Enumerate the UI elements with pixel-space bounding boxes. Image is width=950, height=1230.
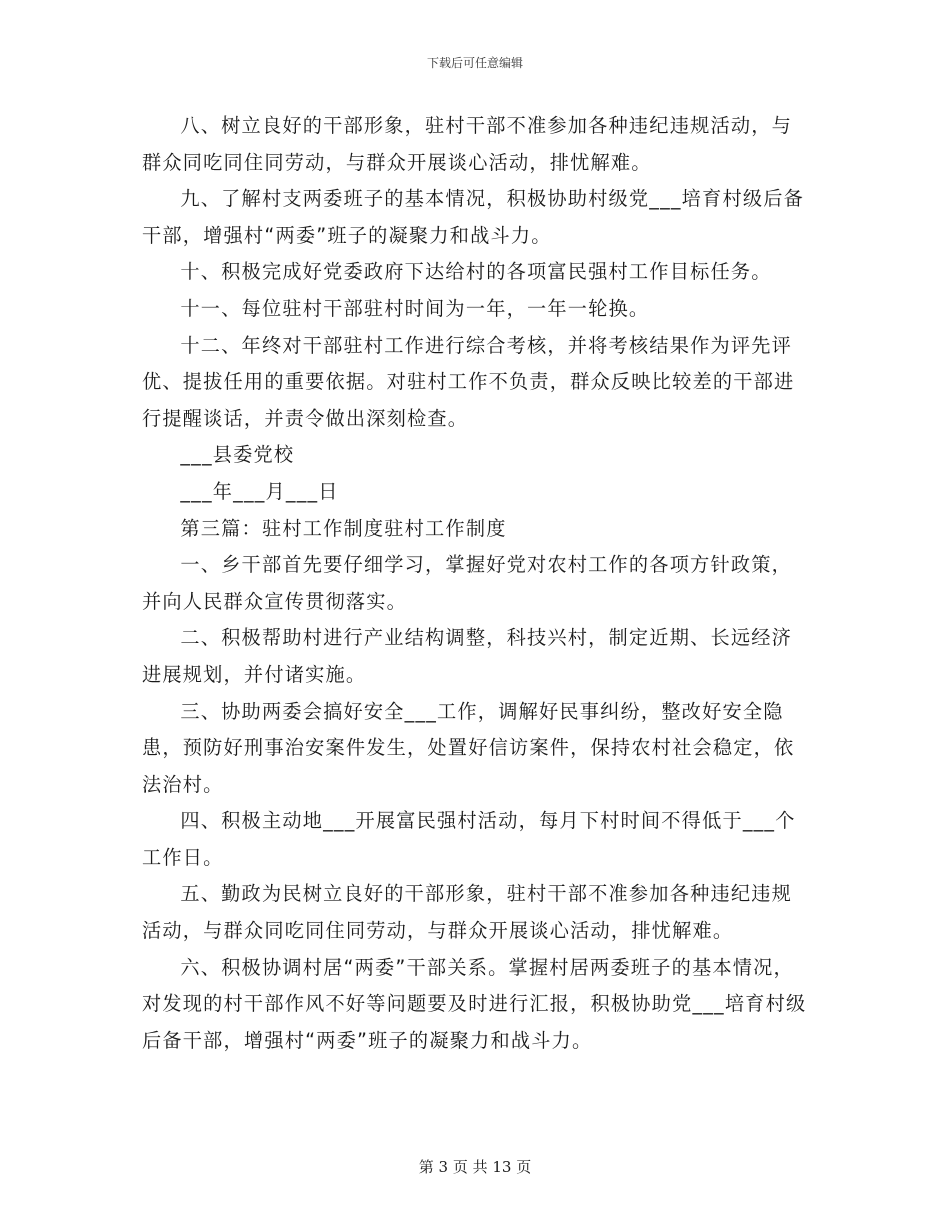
signature-org: ___县委党校 — [180, 443, 295, 467]
document-body — [142, 108, 807, 1059]
paragraph-8: 八、树立良好的干部形象，驻村干部不准参加各种违纪违规活动，与群众同吃同住同劳动，与群众开展谈心活动，排忧解难。 — [142, 114, 793, 174]
header-note: 下载后可任意编辑 — [426, 56, 523, 70]
rule-6: 六、积极协调村居“两委”干部关系。掌握村居两委班子的基本情况，对发现的村干部作风不好等问题要及时进行汇报，积极协助党___培育村级后备干部，增强村“两委”班子的凝聚力和战斗力。 — [142, 955, 807, 1052]
paragraph-9: 九、了解村支两委班子的基本情况，积极协助村级党___培育村级后备干部，增强村“两委”班子的凝聚力和战斗力。 — [142, 187, 805, 247]
signature-date: ___年___月___日 — [180, 479, 339, 503]
rule-5: 五、勤政为民树立良好的干部形象，驻村干部不准参加各种违纪违规活动，与群众同吃同住同劳动，与群众开展谈心活动，排忧解难。 — [142, 882, 793, 943]
rule-4: 四、积极主动地___开展富民强村活动，每月下村时间不得低于___个工作日。 — [142, 809, 796, 869]
paragraph-12: 十二、年终对干部驻村工作进行综合考核，并将考核结果作为评先评优、提拔任用的重要依据。对驻村工作不负责，群众反映比较差的干部进行提醒谈话，并责令做出深刻检查。 — [142, 333, 795, 430]
rule-1: 一、乡干部首先要仔细学习，掌握好党对农村工作的各项方针政策，并向人民群众宣传贯彻落实。 — [142, 553, 793, 613]
page-number: 第 3 页 共 13 页 — [418, 1158, 532, 1176]
paragraph-11: 十一、每位驻村干部驻村时间为一年，一年一轮换。 — [180, 296, 650, 320]
rule-2: 二、积极帮助村进行产业结构调整，科技兴村，制定近期、长远经济进展规划，并付诸实施。 — [142, 626, 793, 686]
paragraph-10: 十、积极完成好党委政府下达给村的各项富民强村工作目标任务。 — [180, 260, 772, 284]
section-title: 第三篇：驻村工作制度驻村工作制度 — [180, 516, 507, 540]
rule-3: 三、协助两委会搞好安全___工作，调解好民事纠纷，整改好安全隐患，预防好刑事治安案件发生，处置好信访案件，保持农村社会稳定，依法治村。 — [142, 699, 795, 796]
